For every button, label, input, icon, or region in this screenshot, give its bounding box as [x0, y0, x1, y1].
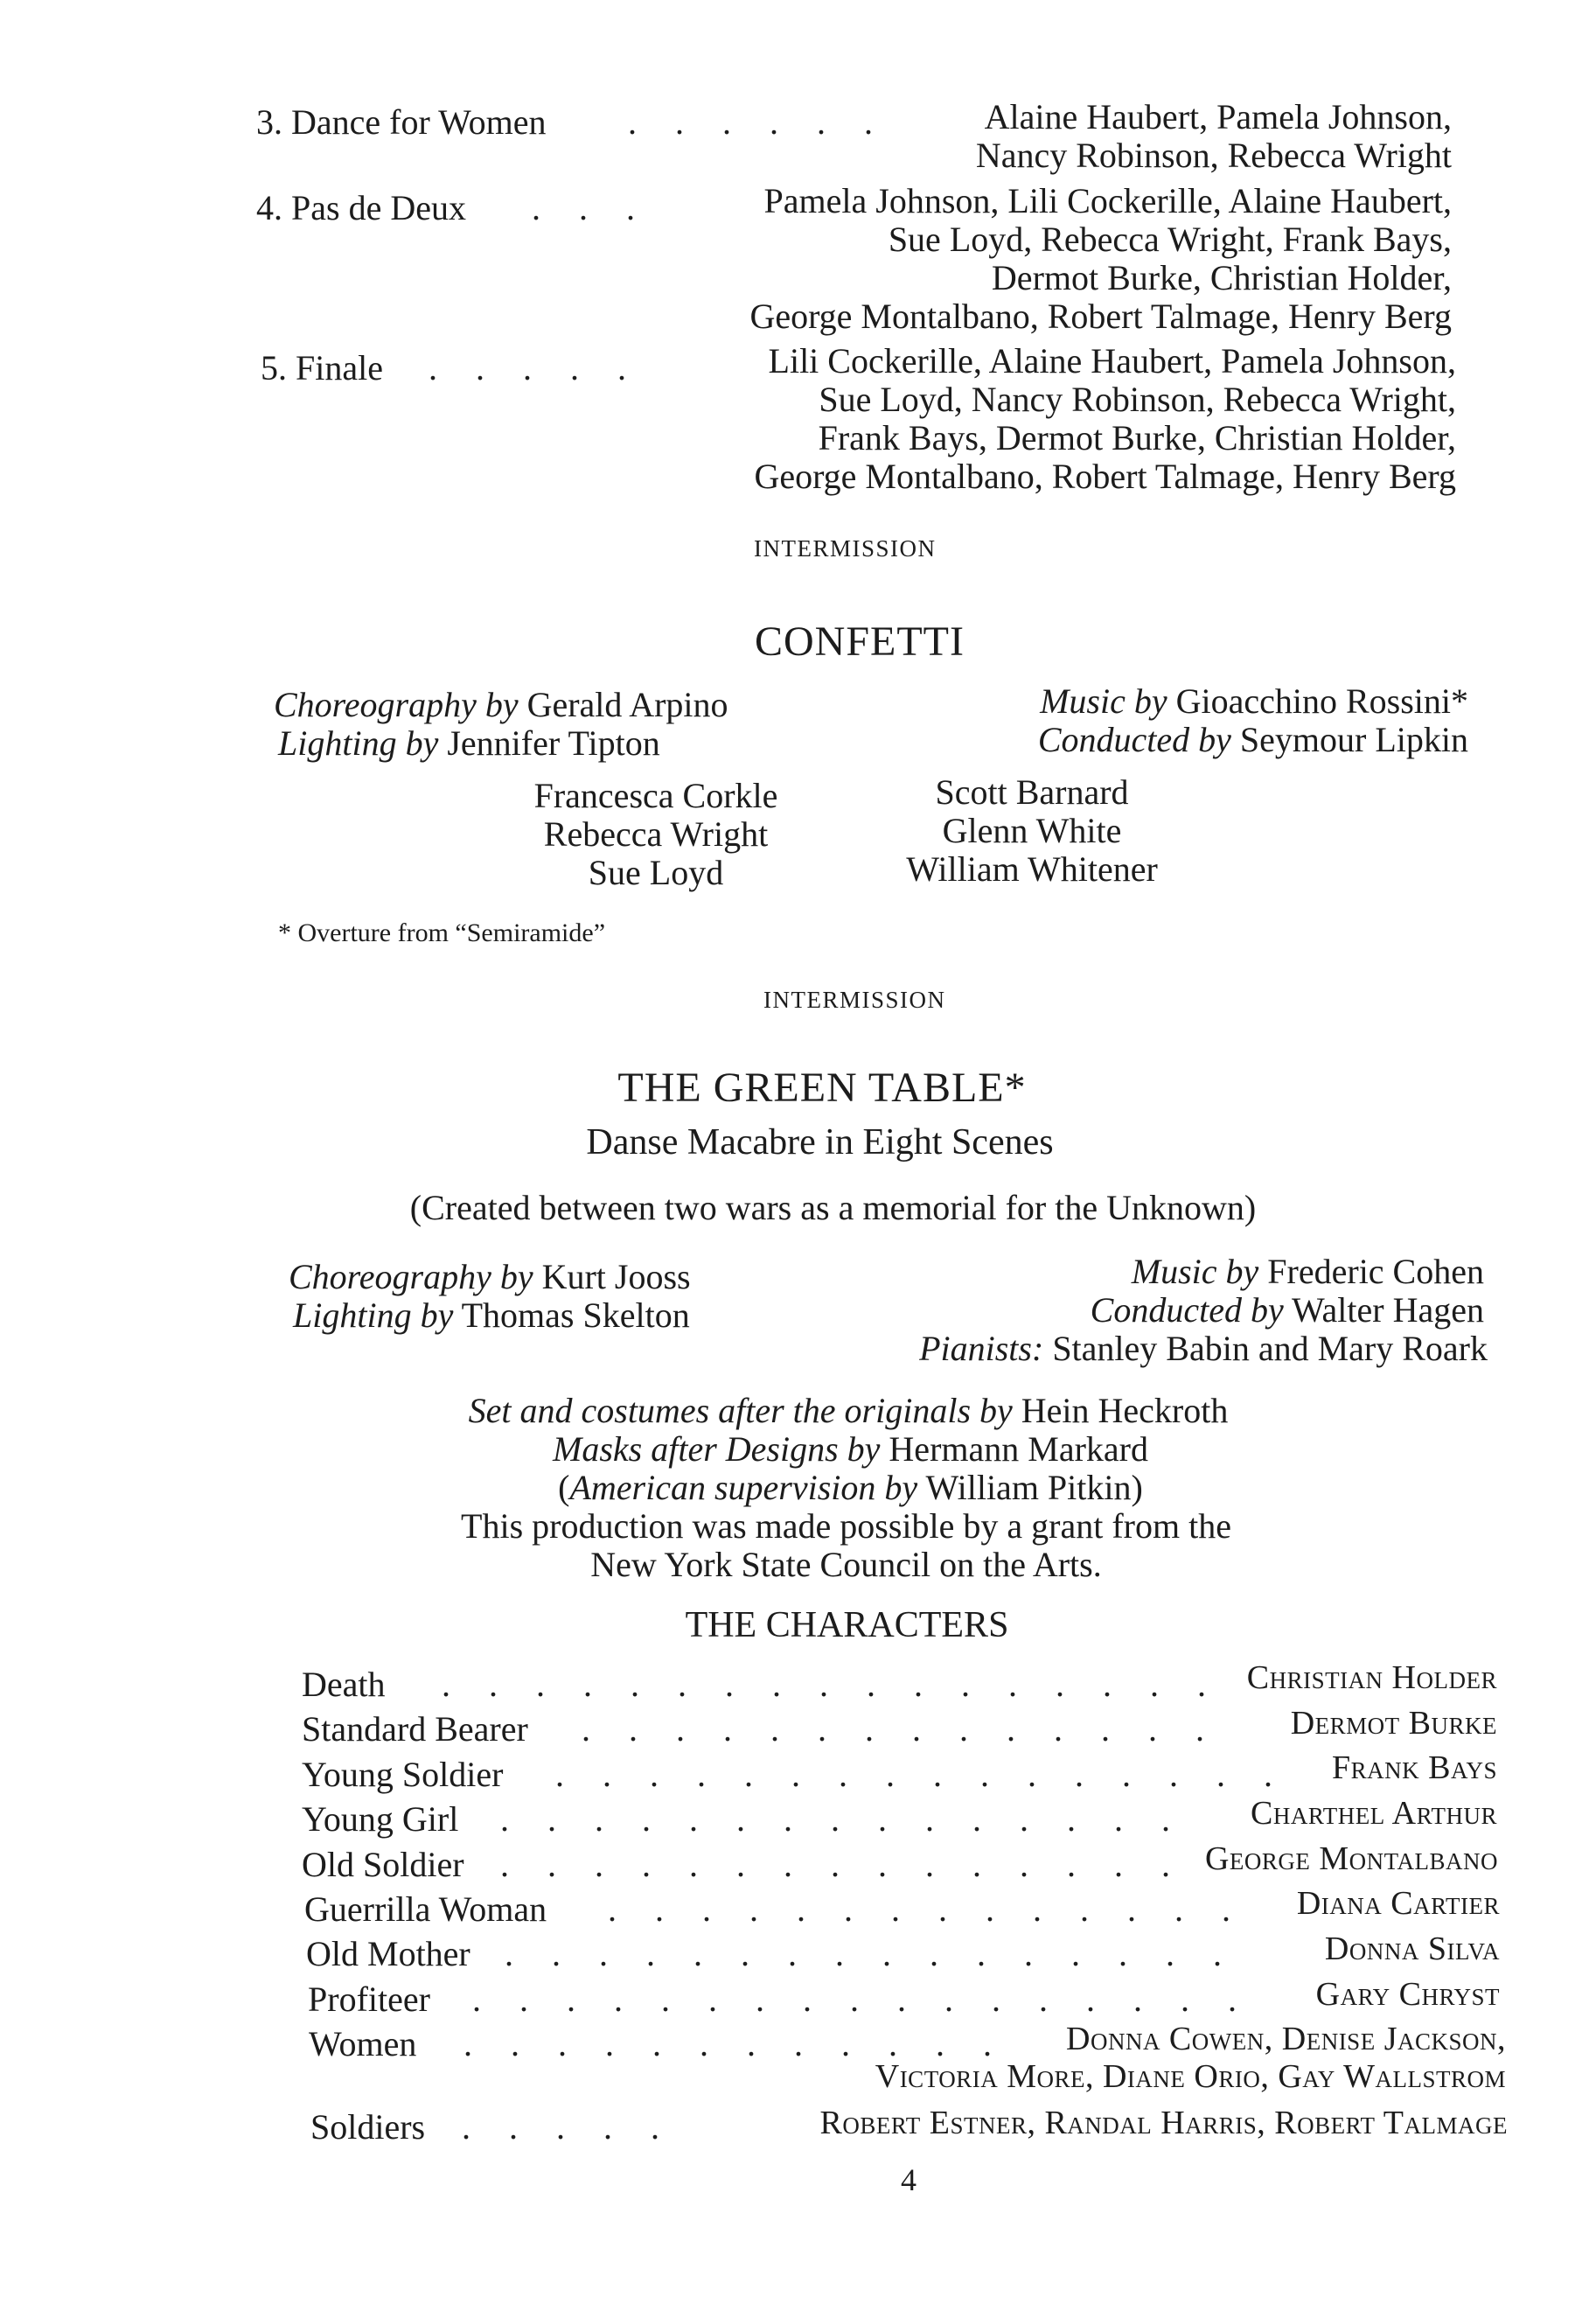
character-role: Death [302, 1665, 386, 1704]
character-role: Women [309, 2024, 417, 2063]
grant-line: This production was made possible by a grant from the [461, 1506, 1231, 1546]
leader-dots: . . . . . [429, 348, 641, 387]
leader-dots: . . . . . . . . . . . . . . . [500, 1845, 1185, 1884]
character-performer: Robert Estner, Randal Harris, Robert Talmage [819, 2105, 1508, 2141]
credit-label: Conducted by [1090, 1290, 1284, 1330]
credit-label: Music by [1040, 681, 1167, 721]
section-number: 3. Dance for Women [256, 102, 547, 142]
cast-line: George Montalbano, Robert Talmage, Henry Berg [754, 457, 1456, 496]
dancer-name: Francesca Corkle [533, 776, 778, 815]
characters-heading: THE CHARACTERS [685, 1605, 1009, 1645]
masks-credit [0, 1429, 1596, 1470]
section-number: 5. Finale [261, 348, 383, 387]
character-role: Young Soldier [302, 1755, 504, 1794]
leader-dots: . . . . . [462, 2107, 674, 2147]
character-role: Guerrilla Woman [304, 1889, 547, 1929]
character-performer: Dermot Burke [1290, 1705, 1497, 1742]
leader-dots: . . . . . . . . . . . . . . . . [505, 1934, 1237, 1973]
cast-line: Dermot Burke, Christian Holder, [991, 258, 1452, 297]
credit-label: Set and costumes after the originals by [468, 1391, 1013, 1430]
intermission-label: INTERMISSION [754, 535, 937, 562]
grant-line: New York State Council on the Arts. [590, 1545, 1102, 1584]
credit-name: Frederic Cohen [1267, 1252, 1484, 1291]
section-number: 4. Pas de Deux [256, 188, 466, 227]
character-performer: Charthel Arthur [1251, 1795, 1497, 1832]
character-role: Young Girl [302, 1799, 459, 1839]
credit-label: American supervision by [569, 1468, 918, 1507]
cast-line: Alaine Haubert, Pamela Johnson, [984, 97, 1452, 136]
conductor-credit [1091, 1290, 1484, 1330]
leader-dots: . . . . . . . . . . . . . . . . . [442, 1665, 1221, 1704]
ballet-title-green-table: THE GREEN TABLE* [617, 1065, 1027, 1111]
character-performer: Donna Cowen, Denise Jackson, [1066, 2021, 1506, 2057]
cast-line: George Montalbano, Robert Talmage, Henry Berg [749, 297, 1452, 336]
leader-dots: . . . . . . [628, 102, 888, 142]
cast-line: Frank Bays, Dermot Burke, Christian Holder, [818, 418, 1456, 457]
leader-dots: . . . . . . . . . . . . . . [608, 1889, 1245, 1929]
character-performer: George Montalbano [1204, 1840, 1498, 1877]
leader-dots: . . . . . . . . . . . . [463, 2024, 1007, 2063]
credit-name: Walter Hagen [1292, 1290, 1484, 1330]
choreography-credit [289, 1257, 691, 1297]
credit-name: Gioacchino Rossini* [1175, 681, 1468, 721]
dancer-name: William Whitener [906, 849, 1158, 889]
ballet-subtitle: Danse Macabre in Eight Scenes [586, 1122, 1054, 1162]
character-role: Standard Bearer [302, 1709, 528, 1749]
character-performer: Donna Silva [1324, 1931, 1500, 1967]
credit-name: Thomas Skelton [461, 1295, 690, 1335]
intermission-label: INTERMISSION [763, 987, 946, 1013]
cast-line: Lili Cockerille, Alaine Haubert, Pamela Johnson, [768, 341, 1456, 381]
cast-line: Sue Loyd, Nancy Robinson, Rebecca Wright, [819, 380, 1456, 419]
credit-label: Masks after Designs by [553, 1429, 881, 1469]
character-performer: Gary Chryst [1315, 1976, 1500, 2013]
credit-name: Seymour Lipkin [1239, 720, 1468, 759]
character-role: Profiteer [308, 1979, 430, 2019]
set-costumes-credit [0, 1391, 1596, 1431]
credit-label: Pianists: [919, 1329, 1044, 1368]
credit-name: Kurt Jooss [541, 1257, 691, 1296]
character-role: Old Mother [306, 1934, 470, 1973]
leader-dots: . . . . . . . . . . . . . . . . [555, 1755, 1287, 1794]
music-credit [1040, 681, 1468, 722]
cast-line: Nancy Robinson, Rebecca Wright [975, 136, 1452, 175]
footnote: * Overture from “Semiramide” [278, 918, 606, 947]
page-number: 4 [901, 2162, 916, 2197]
credit-name: Hermann Markard [889, 1429, 1148, 1469]
credit-label: Lighting by [293, 1295, 454, 1335]
character-performer: Christian Holder [1246, 1659, 1497, 1696]
character-performer: Diana Cartier [1296, 1885, 1500, 1922]
lighting-credit [293, 1295, 690, 1336]
character-role: Soldiers [310, 2107, 426, 2147]
dancer-name: Sue Loyd [588, 853, 724, 892]
credit-label: Choreography by [274, 685, 519, 724]
dedication: (Created between two wars as a memorial for the Unknown) [409, 1188, 1257, 1227]
leader-dots: . . . . . . . . . . . . . . . . . [472, 1979, 1251, 2019]
credit-name: Jennifer Tipton [447, 723, 660, 763]
leader-dots: . . . [532, 188, 650, 227]
credit-name: Stanley Babin and Mary Roark [1052, 1329, 1488, 1368]
dancer-name: Scott Barnard [935, 772, 1129, 812]
dancer-name: Rebecca Wright [543, 814, 769, 854]
ballet-title-confetti: CONFETTI [755, 618, 965, 665]
credit-name: Hein Heckroth [1021, 1391, 1229, 1430]
lighting-credit [278, 723, 660, 764]
credit-name: Gerald Arpino [526, 685, 728, 724]
conductor-credit [1038, 720, 1468, 760]
supervision-credit: (American supervision by William Pitkin) [558, 1468, 1143, 1507]
credit-label: Conducted by [1037, 720, 1231, 759]
leader-dots: . . . . . . . . . . . . . . . [500, 1799, 1185, 1839]
credit-label: Music by [1131, 1252, 1259, 1291]
cast-line: Sue Loyd, Rebecca Wright, Frank Bays, [888, 220, 1452, 259]
credit-name: William Pitkin) [925, 1468, 1143, 1507]
character-performer-continued: Victoria More, Diane Orio, Gay Wallstrom [875, 2058, 1506, 2095]
music-credit [1132, 1252, 1484, 1292]
credit-label: Choreography by [289, 1257, 533, 1296]
leader-dots: . . . . . . . . . . . . . . [582, 1709, 1219, 1749]
character-performer: Frank Bays [1331, 1749, 1497, 1786]
pianists-credit [919, 1329, 1488, 1369]
cast-line: Pamela Johnson, Lili Cockerille, Alaine Haubert, [763, 181, 1452, 220]
character-role: Old Soldier [302, 1845, 464, 1884]
choreography-credit [274, 685, 728, 725]
credit-label: Lighting by [278, 723, 439, 763]
dancer-name: Glenn White [942, 811, 1122, 850]
